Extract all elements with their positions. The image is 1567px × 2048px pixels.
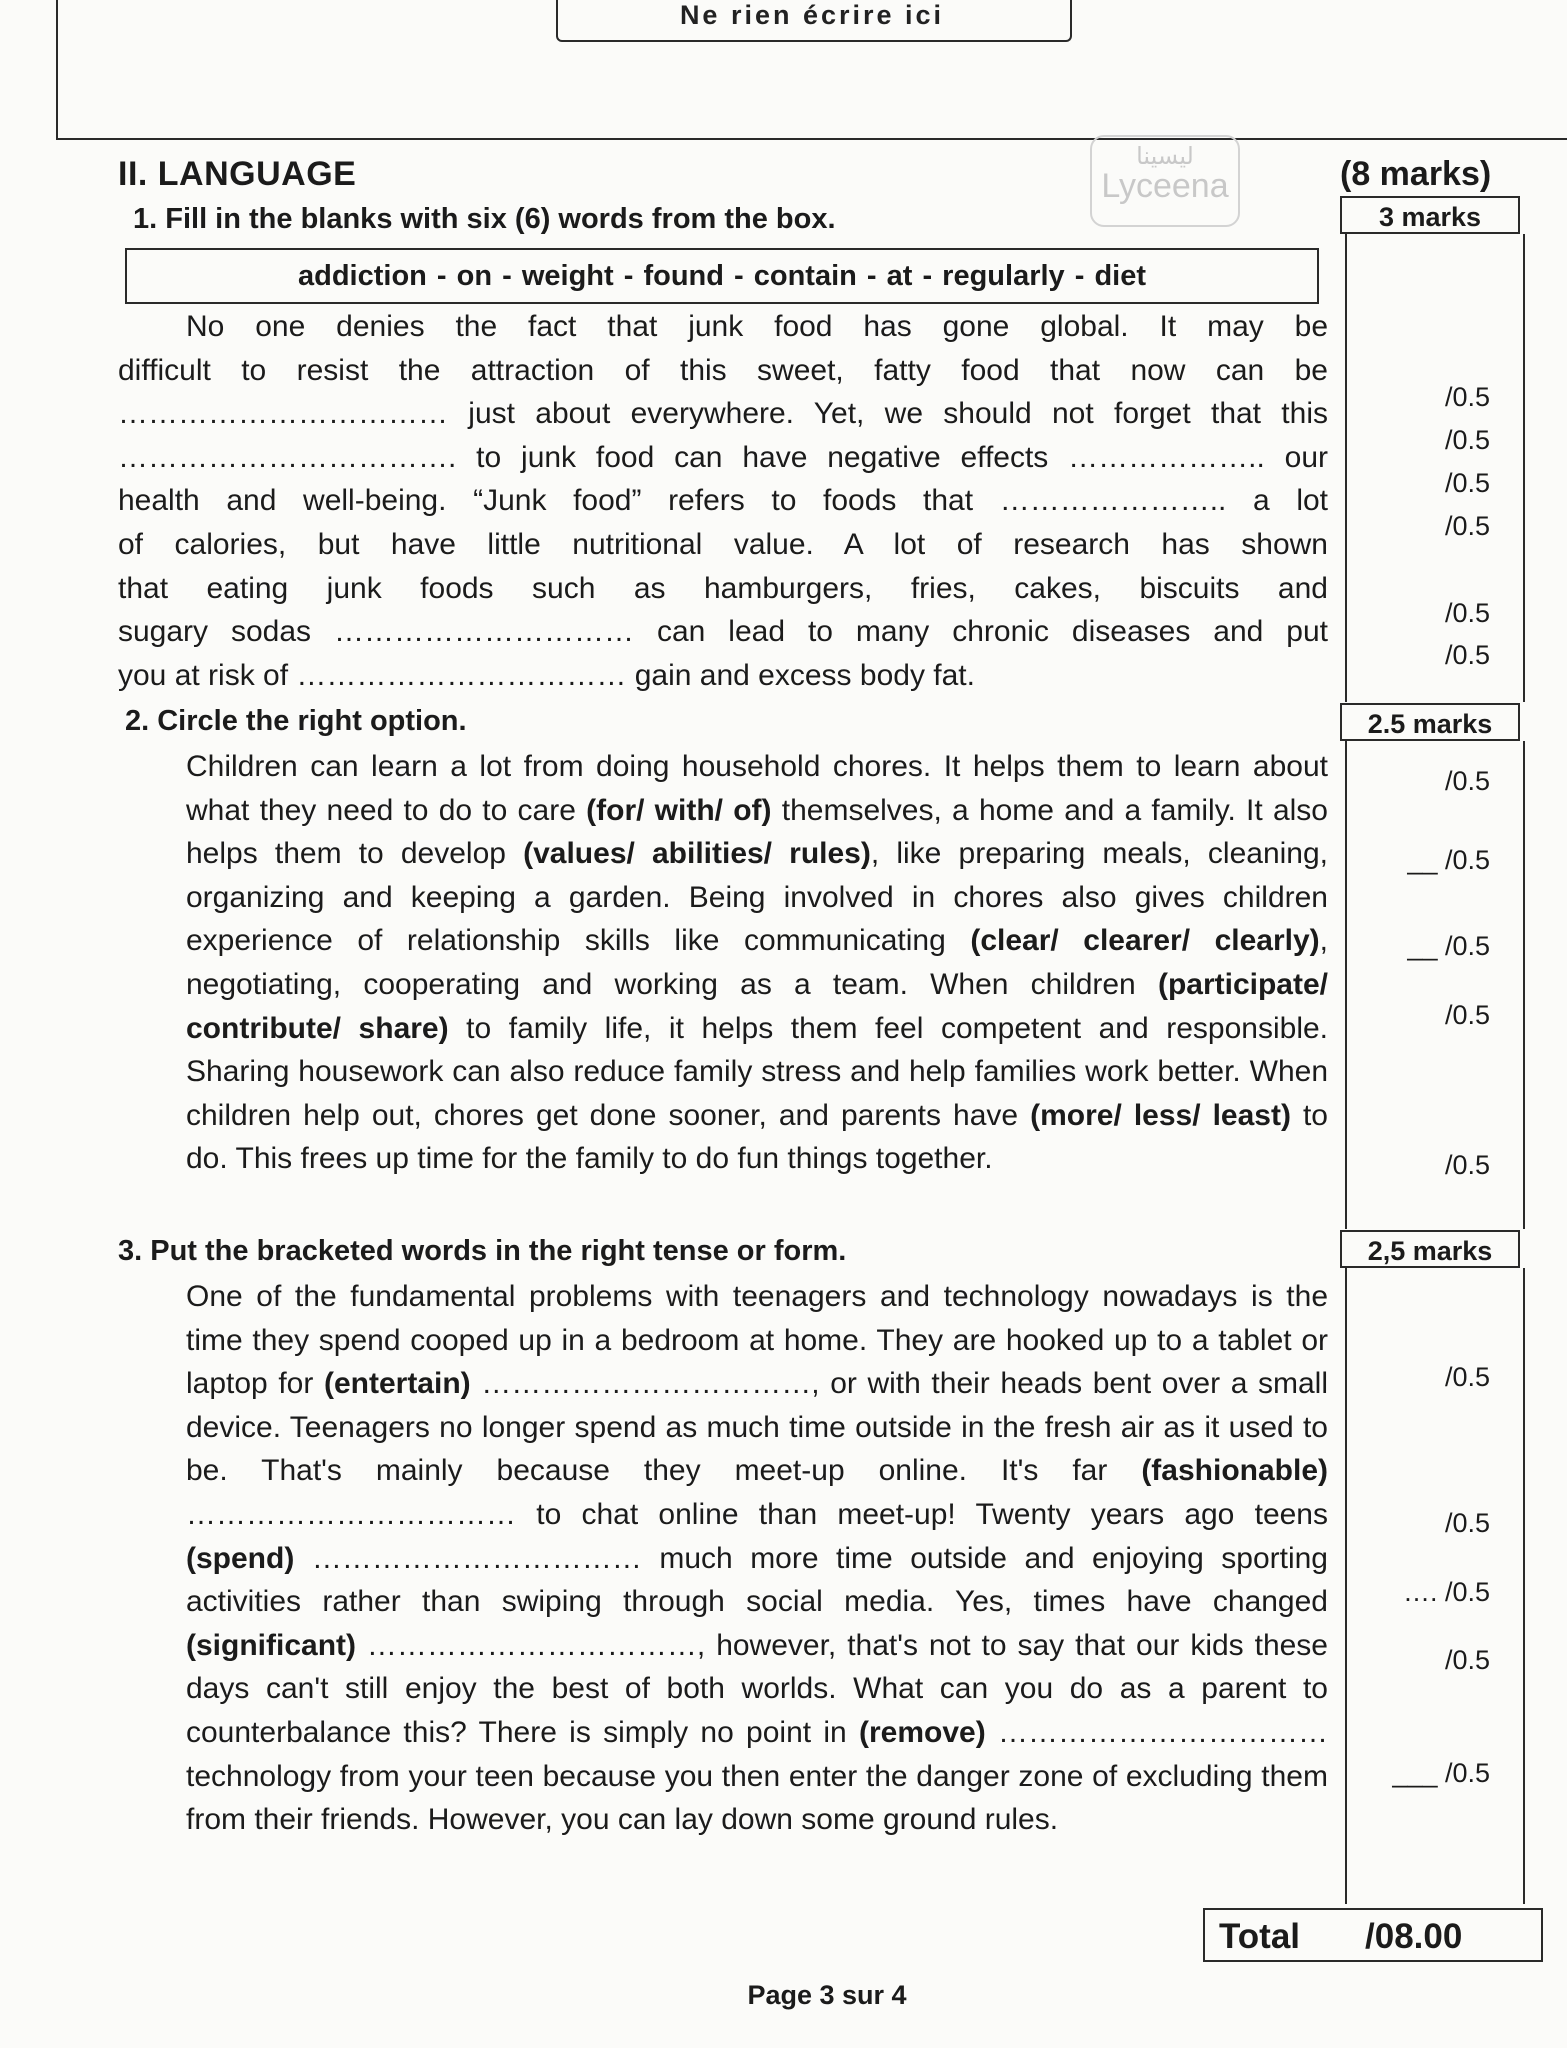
q1-score: /0.5 — [1444, 598, 1490, 628]
q2-option[interactable]: (clear/ clearer/ clearly) — [970, 924, 1320, 958]
q3-score: /0.5 — [1444, 1362, 1490, 1392]
q3-score: /0.5 — [1444, 1508, 1490, 1538]
q2-option[interactable]: (for/ with/ of) — [586, 793, 772, 827]
q3-segment[interactable]: …………………………… technology from your teen because you then enter the danger zone of excluding them from their friends. However, you can lay down some ground rules. — [186, 1715, 1328, 1837]
q3-title: 3. Put the bracketed words in the right tense or form. — [118, 1235, 847, 1267]
q2-segment: , negotiating, cooperating and working as a team. When children — [186, 924, 1329, 1001]
q3-marks-header: 2,5 marks — [1340, 1230, 1520, 1268]
q3-word: (significant) — [186, 1628, 356, 1662]
q1-score: /0.5 — [1444, 425, 1490, 455]
q2-segment: to family life, it helps them feel competent and responsible. Sharing housework can also reduce family stress and help families work better. When children help out, chores get done sooner, and parents have — [186, 1011, 1328, 1132]
q2-option[interactable]: (participate/ contribute/ share) — [186, 967, 1328, 1045]
section-title: II. LANGUAGE — [118, 155, 357, 193]
q3-word: (remove) — [858, 1715, 986, 1749]
q2-segment: Children can learn a lot from doing household chores. It helps them to learn about what they need to do to care — [186, 750, 1328, 827]
q1-score: /0.5 — [1444, 468, 1490, 498]
q1-line: of calories, but have little nutritional value. A lot of research has shown — [118, 527, 1328, 561]
q1-score: /0.5 — [1444, 382, 1490, 412]
watermark-arabic: ليسينا — [1136, 143, 1194, 170]
page-number: Page 3 sur 4 — [747, 1980, 907, 2010]
q2-score: __ /0.5 — [1407, 845, 1490, 875]
total-box — [1203, 1908, 1543, 1962]
q2-title: 2. Circle the right option. — [125, 705, 467, 737]
total-value: /08.00 — [1365, 1917, 1463, 1956]
q3-segment[interactable]: …………………………… to chat online than meet-up! Twenty years ago teens — [186, 1497, 1328, 1531]
q2-marks-header: 2.5 marks — [1340, 703, 1520, 741]
q3-paragraph — [118, 1275, 1328, 1842]
q3-segment[interactable]: ……………………………, however, that's not to say that our kids these days can't still enjoy the best of both worlds. What can you do as a parent to counterbalance this? There is simply no point in — [186, 1628, 1328, 1749]
header-text: Ne rien écrire ici — [679, 0, 945, 30]
word-box — [125, 248, 1319, 304]
q2-option[interactable]: (values/ abilities/ rules) — [523, 837, 871, 871]
q3-word: (fashionable) — [1141, 1454, 1328, 1488]
q1-line: …………………………… just about everywhere. Yet, we should not forget that this — [118, 397, 1328, 431]
q1-line: that eating junk foods such as hamburgers, fries, cakes, biscuits and — [118, 571, 1328, 605]
q3-segment[interactable]: …………………………… much more time outside and enjoying sporting activities rather than swiping through social media. Yes, times have changed — [186, 1541, 1328, 1619]
q1-title: 1. Fill in the blanks with six (6) words from the box. — [133, 203, 836, 235]
watermark-logo — [1090, 135, 1240, 227]
q2-score: /0.5 — [1444, 1000, 1490, 1030]
q2-score: __ /0.5 — [1407, 931, 1490, 961]
q2-paragraph — [118, 745, 1328, 1181]
word-box-text: addiction - on - weight - found - contain - at - regularly - diet — [297, 260, 1146, 292]
q3-word: (entertain) — [323, 1367, 471, 1401]
q2-segment: to do. This frees up time for the family to do fun things together. — [186, 1098, 1328, 1176]
q1-line: ……………………………. to junk food can have negative effects ……………….. our — [118, 440, 1328, 474]
q1-paragraph — [118, 305, 1328, 697]
q1-line: you at risk of …………………………… gain and excess body fat. — [118, 658, 975, 692]
q3-score: ___ /0.5 — [1392, 1758, 1490, 1788]
q2-segment: , like preparing meals, cleaning, organizing and keeping a garden. Being involved in chores also gives children experience of relationship skills like communicating — [186, 837, 1329, 958]
q1-line: No one denies the fact that junk food has gone global. It may be — [186, 310, 1328, 343]
q2-score: /0.5 — [1444, 766, 1490, 796]
q2-option[interactable]: (more/ less/ least) — [1030, 1098, 1291, 1132]
q1-line: health and well-being. “Junk food” refers to foods that ………………….. a lot — [118, 484, 1328, 518]
q3-segment: One of the fundamental problems with teenagers and technology nowadays is the time they spend cooped up in a bedroom at home. They are hooked up to a tablet or laptop for — [186, 1280, 1328, 1401]
q1-line: difficult to resist the attraction of this sweet, fatty food that now can be — [118, 353, 1328, 387]
q3-segment[interactable]: ……………………………, or with their heads bent over a small device. Teenagers no longer spend as much time outside in the fresh air as it used to be. That's mainly because they meet-up online. It's far — [186, 1367, 1328, 1488]
q3-score: …. /0.5 — [1402, 1577, 1490, 1607]
q3-word: (spend) — [186, 1541, 295, 1575]
q1-score: /0.5 — [1444, 640, 1490, 670]
section-marks: (8 marks) — [1340, 155, 1492, 193]
q2-segment: themselves, a home and a family. It also helps them to develop — [186, 793, 1328, 871]
q1-marks-header: 3 marks — [1340, 196, 1520, 234]
q2-score: /0.5 — [1444, 1150, 1490, 1180]
q1-line: sugary sodas ………………………… can lead to many chronic diseases and put — [118, 615, 1328, 649]
total-label: Total — [1219, 1917, 1301, 1956]
watermark-latin: Lyceena — [1101, 167, 1229, 205]
q2-text — [118, 745, 1328, 1181]
q3-text — [118, 1275, 1328, 1842]
q1-score: /0.5 — [1444, 511, 1490, 541]
q3-score: /0.5 — [1444, 1645, 1490, 1675]
